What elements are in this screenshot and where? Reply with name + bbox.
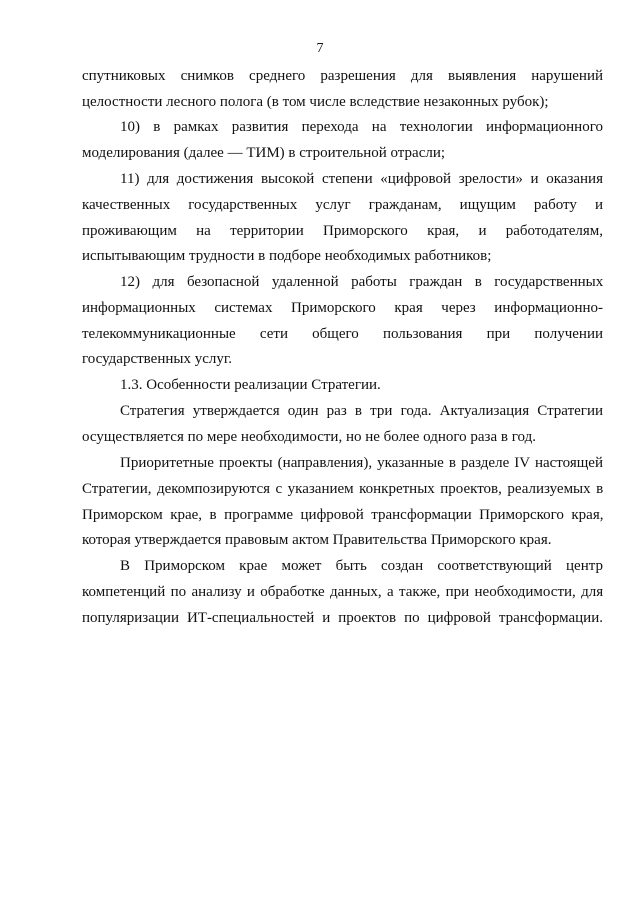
text-line: Стратегии, декомпозируются с указанием конкретных проектов, реализуемых в <box>82 481 604 497</box>
text-line: Приморском крае, в программе цифровой трансформации Приморского края, <box>82 507 604 523</box>
page-number: 7 <box>316 41 324 56</box>
text-line: которая утверждается правовым актом Правительства Приморского края. <box>82 532 552 548</box>
text-line: Приоритетные проекты (направления), указанные в разделе IV настоящей <box>120 455 603 471</box>
text-line: телекоммуникационные сети общего пользования при получении <box>82 326 603 342</box>
text-line: 12) для безопасной удаленной работы граждан в государственных <box>120 274 604 290</box>
text-line: проживающим на территории Приморского края, и работодателям, <box>82 223 603 239</box>
text-line: компетенций по анализу и обработке данных, а также, при необходимости, для <box>82 584 604 600</box>
text-line: осуществляется по мере необходимости, но не более одного раза в год. <box>82 429 536 445</box>
section-heading: 1.3. Особенности реализации Стратегии. <box>120 377 381 393</box>
text-line: популяризации ИТ-специальностей и проектов по цифровой трансформации. <box>82 610 603 626</box>
text-line: В Приморском крае может быть создан соответствующий центр <box>120 558 603 574</box>
text-line: испытывающим трудности в подборе необходимых работников; <box>82 248 492 264</box>
text-line: информационных системах Приморского края через информационно- <box>82 300 603 316</box>
text-line: 10) в рамках развития перехода на технологии информационного <box>120 119 603 135</box>
text-line: качественных государственных услуг гражданам, ищущим работу и <box>82 197 603 213</box>
text-line: 11) для достижения высокой степени «цифровой зрелости» и оказания <box>120 171 603 187</box>
text-line: спутниковых снимков среднего разрешения для выявления нарушений <box>82 68 603 84</box>
text-line: Стратегия утверждается один раз в три года. Актуализация Стратегии <box>120 403 603 419</box>
text-line: целостности лесного полога (в том числе вследствие незаконных рубок); <box>82 94 549 110</box>
text-line: моделирования (далее — ТИМ) в строительной отрасли; <box>82 145 446 161</box>
text-line: государственных услуг. <box>82 351 233 367</box>
